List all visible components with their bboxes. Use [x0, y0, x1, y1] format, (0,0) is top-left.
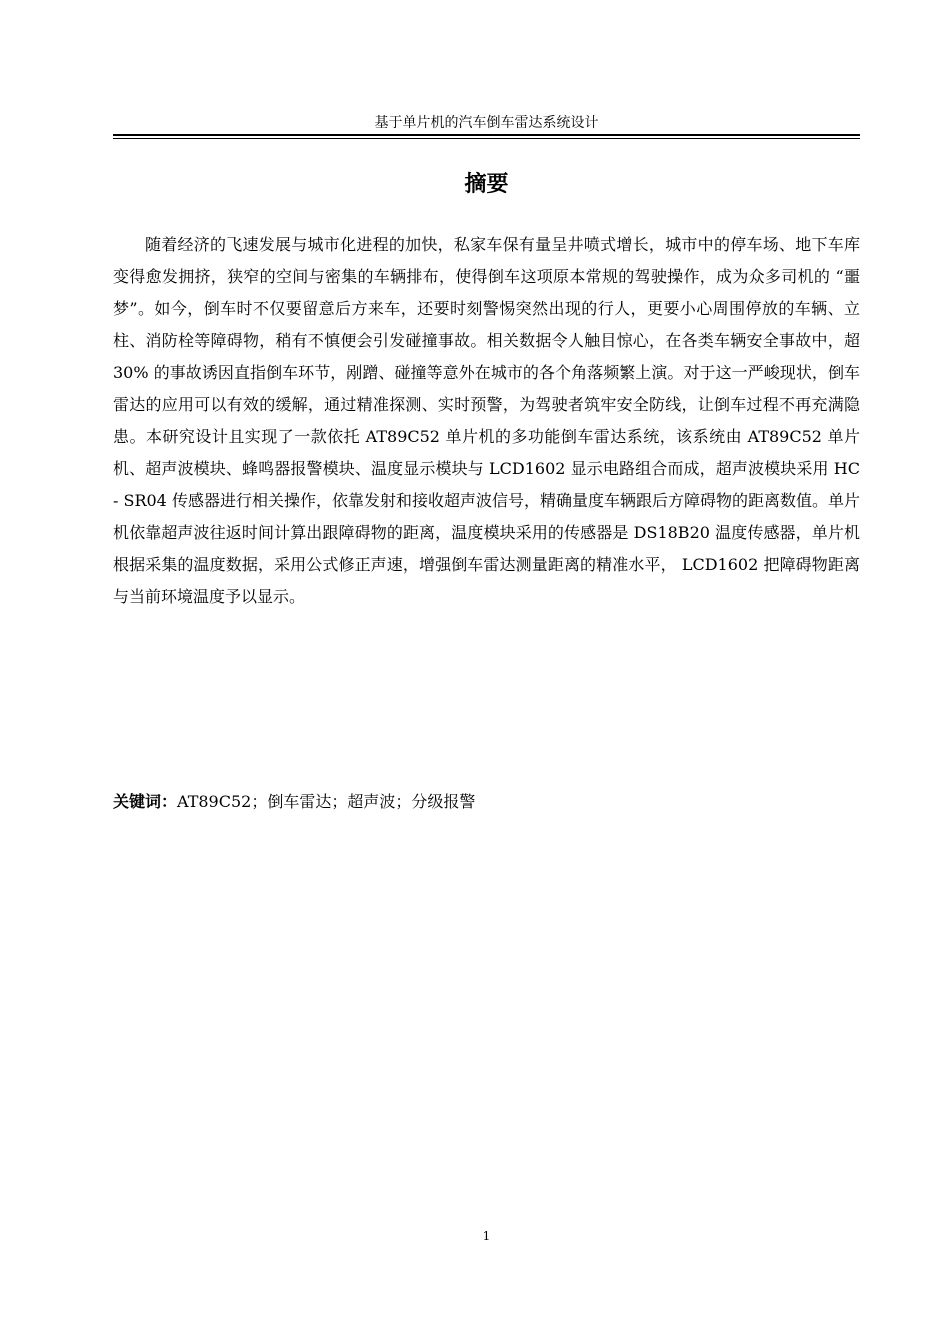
keywords-value: AT89C52；倒车雷达；超声波；分级报警 [177, 792, 476, 811]
abstract-title: 摘要 [464, 172, 509, 197]
header-rule-thick [113, 134, 860, 136]
keywords-line [113, 788, 860, 816]
abstract-paragraph: 随着经济的飞速发展与城市化进程的加快，私家车保有量呈井喷式增长，城市中的停车场、地下车库变得愈发拥挤，狭窄的空间与密集的车辆排布，使得倒车这项原本常规的驾驶操作，成为众多司机的 “噩梦”。如今，倒车时不仅要留意后方来车，还要时刻警惕突然出现的行人，更要小心周围停放的车辆、立柱、消防栓等障碍物，稍有不慎便会引发碰撞事故。相关数据令人触目惊心，在各类车辆安全事故中，超 30% 的事故诱因直指倒车环节，剐蹭、碰撞等意外在城市的各个角落频繁上演。对于这一严峻现状，倒车雷达的应用可以有效的缓解，通过精准探测、实时预警，为驾驶者筑牢安全防线，让倒车过程不再充满隐患。本研究设计且实现了一款依托 AT89C52 单片机的多功能倒车雷达系统，该系统由 AT89C52 单片机、超声波模块、蜂鸣器报警模块、温度显示模块与 LCD1602 显示电路组合而成，超声波模块采用 HC - SR04 传感器进行相关操作，依靠发射和接收超声波信号，精确量度车辆跟后方障碍物的距离数值。单片机依靠超声波往返时间计算出跟障碍物的距离，温度模块采用的传感器是 DS18B20 温度传感器，单片机根据采集的温度数据，采用公式修正声速，增强倒车雷达测量距离的精准水平， LCD1602 把障碍物距离与当前环境温度予以显示。 [113, 235, 860, 606]
header-rule-thin [113, 138, 860, 139]
running-header: 基于单片机的汽车倒车雷达系统设计 [374, 115, 599, 131]
page-number: 1 [482, 1229, 491, 1243]
keywords-label: 关键词： [113, 792, 178, 811]
